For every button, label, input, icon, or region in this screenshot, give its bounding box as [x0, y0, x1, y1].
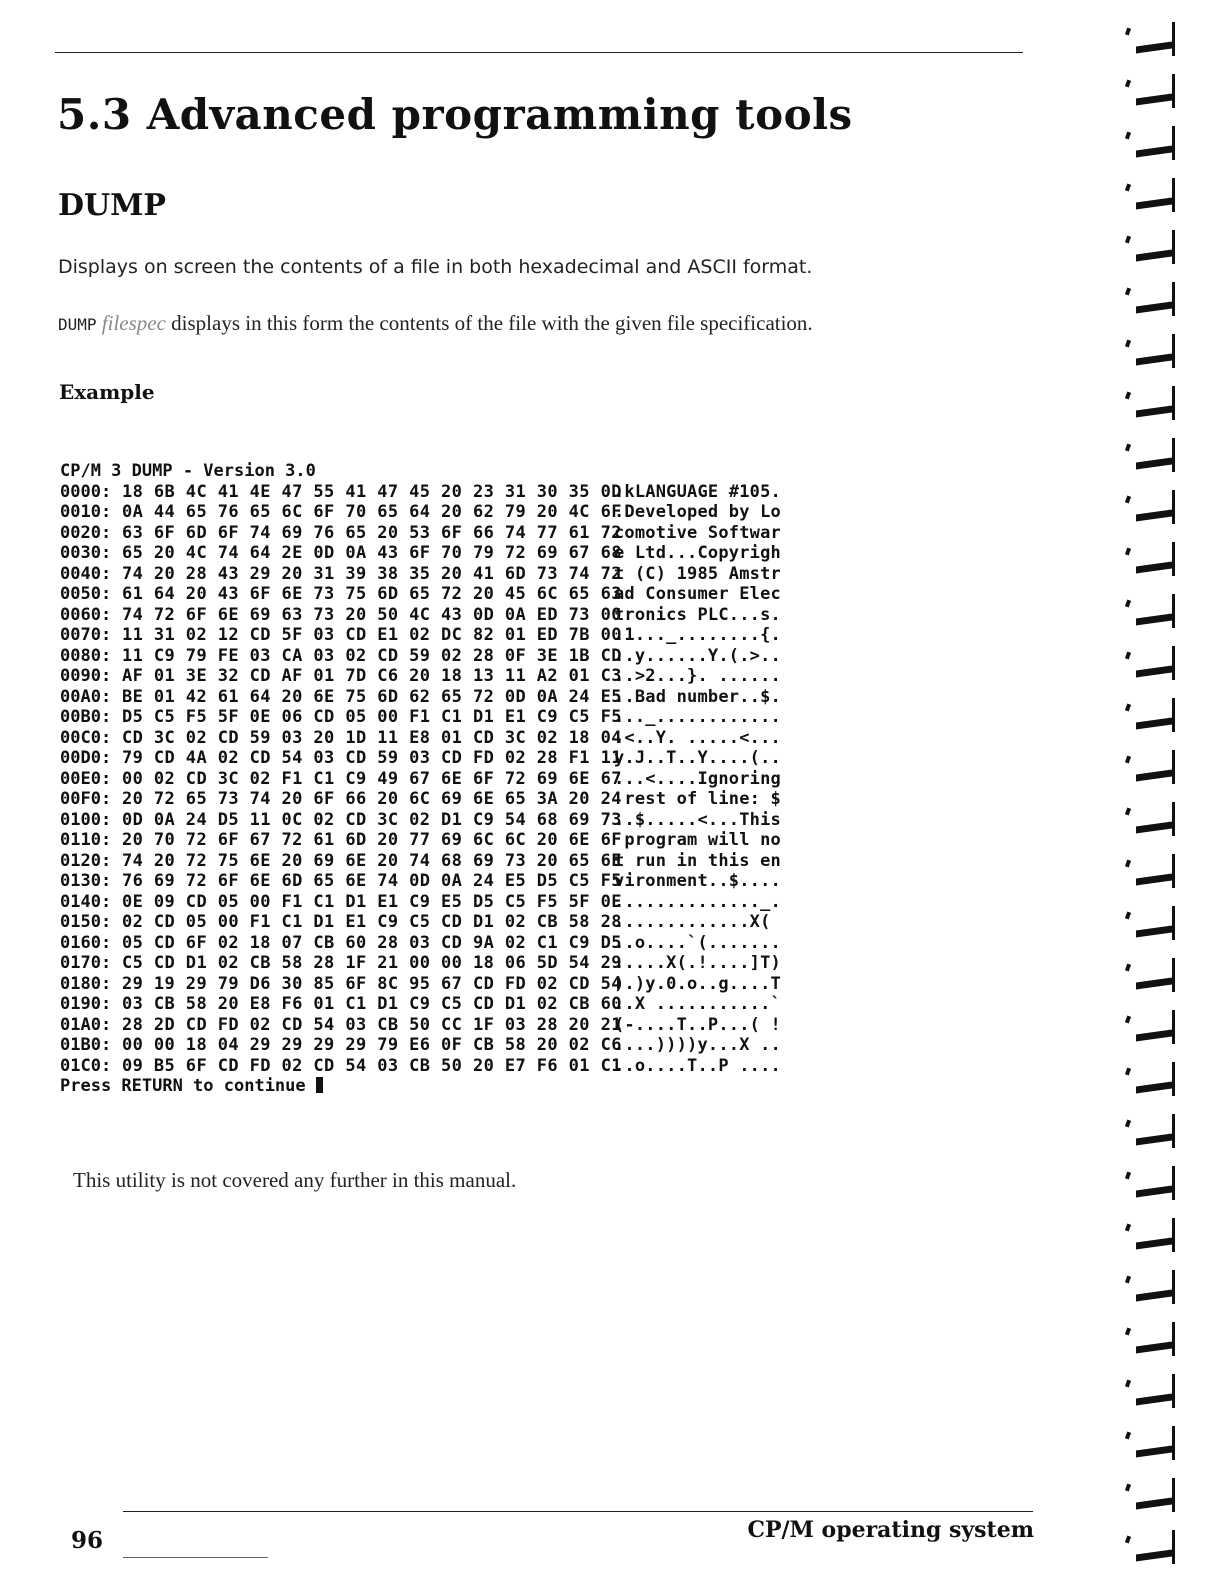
usage-line: [58, 311, 813, 336]
dump-row: [60, 810, 800, 831]
index-tab-stem: [1172, 230, 1175, 264]
dump-hex-bytes: C5 CD D1 02 CB 58 28 1F 21 00 00 18 06 5D 54 29: [122, 953, 622, 973]
index-tab-dot: [1125, 1432, 1131, 1440]
dump-row: [60, 892, 800, 913]
dump-ascii: ..o....T..P ....: [614, 1055, 781, 1076]
dump-ascii: ..o....`(.......: [614, 932, 781, 953]
dump-ascii: t (C) 1985 Amstr: [614, 563, 781, 584]
dump-row: [60, 830, 800, 851]
page-number-underline: [123, 1557, 268, 1558]
index-tab-stem: [1172, 438, 1175, 472]
closing-note: This utility is not covered any further in this manual.: [73, 1168, 517, 1192]
dump-row: [60, 646, 800, 667]
index-tab-stem: [1172, 1530, 1175, 1564]
dump-hex-bytes: D5 C5 F5 5F 0E 06 CD 05 00 F1 C1 D1 E1 C9 C5 F5: [122, 707, 622, 727]
dump-row: [60, 994, 800, 1015]
dump-hex-bytes: 0E 09 CD 05 00 F1 C1 D1 E1 C9 E5 D5 C5 F5 5F 0E: [122, 891, 622, 912]
dump-address: 01A0:: [60, 1014, 112, 1035]
dump-address: 0060:: [60, 604, 112, 625]
dump-address: 0090:: [60, 666, 112, 686]
index-tab-stem: [1172, 1374, 1175, 1408]
dump-hex-bytes: 00 02 CD 3C 02 F1 C1 C9 49 67 6E 6F 72 69 6E 67: [122, 768, 622, 789]
dump-row: [60, 502, 800, 523]
dump-ascii: .Developed by Lo: [614, 502, 781, 522]
dump-row: [60, 666, 800, 687]
index-tab-dot: [1125, 1120, 1131, 1128]
dump-address: 0040:: [60, 563, 112, 584]
index-tab-dot: [1125, 652, 1131, 660]
usage-argument: filespec: [101, 311, 166, 335]
index-tab-dot: [1125, 756, 1131, 764]
dump-row: [60, 707, 800, 728]
index-tab-stem: [1172, 1322, 1175, 1356]
dump-row: [60, 933, 800, 954]
dump-hex-bytes: 11 31 02 12 CD 5F 03 CD E1 02 DC 82 01 ED 7B 00: [122, 625, 622, 645]
index-tab-stem: [1172, 1218, 1175, 1252]
dump-ascii: ..Bad number..$.: [614, 686, 781, 707]
index-tab-stem: [1172, 698, 1175, 732]
dump-hex-bytes: 79 CD 4A 02 CD 54 03 CD 59 03 CD FD 02 28 F1 11: [122, 748, 622, 768]
dump-hex-bytes: AF 01 3E 32 CD AF 01 7D C6 20 18 13 11 A2 01 C3: [122, 666, 622, 686]
dump-row: [60, 953, 800, 974]
index-tab-dot: [1125, 496, 1131, 504]
dump-address: 0150:: [60, 912, 112, 932]
dump-address: 0120:: [60, 850, 112, 871]
dump-ascii: .............._.: [614, 891, 781, 912]
command-heading: DUMP: [58, 188, 166, 223]
continue-prompt: [60, 1076, 800, 1097]
dump-address: 00E0:: [60, 768, 112, 789]
bottom-rule: [123, 1511, 1033, 1512]
index-tab-stem: [1172, 126, 1175, 160]
dump-row: [60, 482, 800, 503]
dump-ascii: (-....T..P...( !: [614, 1014, 781, 1035]
index-tab-mark: [1136, 613, 1172, 625]
dump-row: [60, 974, 800, 995]
index-tab-stem: [1172, 178, 1175, 212]
dump-hex-bytes: 61 64 20 43 6F 6E 73 75 6D 65 72 20 45 6C 65 63: [122, 584, 622, 604]
dump-ascii: rest of line: $: [614, 789, 781, 809]
dump-address: 0010:: [60, 502, 112, 522]
index-tab-stem: [1172, 594, 1175, 628]
dump-row: [60, 625, 800, 646]
index-tab-dot: [1125, 132, 1131, 140]
index-tab-mark: [1136, 873, 1172, 885]
index-tab-dot: [1125, 912, 1131, 920]
index-tab-strip: [1120, 0, 1180, 1584]
dump-hex-bytes: 74 20 72 75 6E 20 69 6E 20 74 68 69 73 20 65 6E: [122, 850, 622, 871]
index-tab-stem: [1172, 1270, 1175, 1304]
index-tab-mark: [1136, 353, 1172, 365]
index-tab-mark: [1136, 1185, 1172, 1197]
index-tab-mark: [1136, 821, 1172, 833]
dump-ascii: .....X(.!....]T): [614, 953, 781, 973]
dump-ascii: y.J..T..Y....(..: [614, 748, 781, 768]
index-tab-dot: [1125, 444, 1131, 452]
usage-text: displays in this form the contents of the file with the given file specification.: [165, 311, 813, 335]
index-tab-mark: [1136, 1081, 1172, 1093]
dump-address: 00F0:: [60, 789, 112, 809]
index-tab-dot: [1125, 1068, 1131, 1076]
usage-command: DUMP: [58, 315, 97, 334]
dump-ascii: t run in this en: [614, 850, 781, 871]
dump-address: 00B0:: [60, 707, 112, 727]
continue-prompt-text: Press RETURN to continue: [60, 1076, 306, 1096]
index-tab-dot: [1125, 1172, 1131, 1180]
index-tab-stem: [1172, 334, 1175, 368]
dump-ascii: program will no: [614, 830, 781, 850]
dump-hex-bytes: 0A 44 65 76 65 6C 6F 70 65 64 20 62 79 20 4C 6F: [122, 502, 622, 522]
dump-address: 0070:: [60, 625, 112, 645]
index-tab-mark: [1136, 1341, 1172, 1353]
index-tab-dot: [1125, 860, 1131, 868]
dump-row: [60, 748, 800, 769]
dump-hex-bytes: 11 C9 79 FE 03 CA 03 02 CD 59 02 28 0F 3E 1B CD: [122, 645, 622, 666]
dump-ascii: ....))))y...X ..: [614, 1035, 781, 1055]
dump-rows: [60, 482, 800, 1077]
index-tab-stem: [1172, 958, 1175, 992]
dump-row: [60, 584, 800, 605]
index-tab-stem: [1172, 282, 1175, 316]
index-tab-mark: [1136, 1029, 1172, 1041]
index-tab-mark: [1136, 1237, 1172, 1249]
index-tab-dot: [1125, 1328, 1131, 1336]
dump-hex-bytes: BE 01 42 61 64 20 6E 75 6D 62 65 72 0D 0A 24 E5: [122, 686, 622, 707]
dump-ascii: ..>2...}. ......: [614, 666, 781, 686]
index-tab-mark: [1136, 1393, 1172, 1405]
page-number: 96: [71, 1527, 104, 1554]
running-footer: CP/M operating system: [747, 1517, 1034, 1543]
index-tab-mark: [1136, 1549, 1172, 1561]
index-tab-mark: [1136, 509, 1172, 521]
index-tab-stem: [1172, 542, 1175, 576]
dump-row: [60, 605, 800, 626]
dump-address: 0160:: [60, 932, 112, 953]
dump-ascii: ..$.....<...This: [614, 809, 781, 830]
index-tab-stem: [1172, 1114, 1175, 1148]
dump-address: 01C0:: [60, 1055, 112, 1076]
dump-row: [60, 687, 800, 708]
index-tab-dot: [1125, 236, 1131, 244]
dump-row: [60, 769, 800, 790]
dump-row: [60, 851, 800, 872]
index-tab-stem: [1172, 1478, 1175, 1512]
dump-row: [60, 523, 800, 544]
dump-row: [60, 1056, 800, 1077]
index-tab-stem: [1172, 1062, 1175, 1096]
index-tab-dot: [1125, 28, 1131, 36]
index-tab-dot: [1125, 1224, 1131, 1232]
index-tab-mark: [1136, 145, 1172, 157]
dump-row: [60, 543, 800, 564]
index-tab-mark: [1136, 769, 1172, 781]
dump-ascii: comotive Softwar: [614, 522, 781, 543]
dump-row: [60, 912, 800, 933]
dump-hex-bytes: 76 69 72 6F 6E 6D 65 6E 74 0D 0A 24 E5 D5 C5 F5: [122, 871, 622, 891]
index-tab-dot: [1125, 392, 1131, 400]
index-tab-dot: [1125, 184, 1131, 192]
dump-ascii: ...<....Ignoring: [614, 768, 781, 789]
index-tab-stem: [1172, 802, 1175, 836]
dump-address: 0130:: [60, 871, 112, 891]
dump-ascii: ad Consumer Elec: [614, 584, 781, 604]
dump-address: 0170:: [60, 953, 112, 973]
top-rule: [55, 52, 1023, 53]
index-tab-dot: [1125, 288, 1131, 296]
index-tab-stem: [1172, 1426, 1175, 1460]
index-tab-dot: [1125, 704, 1131, 712]
index-tab-dot: [1125, 1016, 1131, 1024]
dump-address: 0110:: [60, 830, 112, 850]
dump-address: 0190:: [60, 994, 112, 1014]
dump-ascii: tronics PLC...s.: [614, 604, 781, 625]
index-tab-dot: [1125, 964, 1131, 972]
index-tab-dot: [1125, 1484, 1131, 1492]
dump-address: 00C0:: [60, 727, 112, 748]
section-title: 5.3 Advanced programming tools: [57, 90, 853, 139]
terminal-output: [60, 461, 800, 1097]
dump-ascii: ..y......Y.(.>..: [614, 645, 781, 666]
index-tab-mark: [1136, 301, 1172, 313]
index-tab-stem: [1172, 750, 1175, 784]
dump-ascii: ..X ...........`: [614, 994, 781, 1014]
dump-row: [60, 728, 800, 749]
index-tab-dot: [1125, 1276, 1131, 1284]
dump-address: 0000:: [60, 481, 112, 502]
dump-hex-bytes: 29 19 29 79 D6 30 85 6F 8C 95 67 CD FD 02 CD 54: [122, 973, 622, 994]
dump-address: 0180:: [60, 973, 112, 994]
index-tab-dot: [1125, 808, 1131, 816]
dump-ascii: .kLANGUAGE #105.: [614, 481, 781, 502]
index-tab-dot: [1125, 80, 1131, 88]
index-tab-mark: [1136, 249, 1172, 261]
dump-hex-bytes: 05 CD 6F 02 18 07 CB 60 28 03 CD 9A 02 C1 C9 D5: [122, 932, 622, 953]
dump-hex-bytes: 02 CD 05 00 F1 C1 D1 E1 C9 C5 CD D1 02 CB 58 28: [122, 912, 622, 932]
dump-address: 00A0:: [60, 686, 112, 707]
command-description: Displays on screen the contents of a file in both hexadecimal and ASCII format.: [58, 256, 813, 278]
dump-hex-bytes: 74 72 6F 6E 69 63 73 20 50 4C 43 0D 0A ED 73 00: [122, 604, 622, 625]
index-tab-mark: [1136, 561, 1172, 573]
index-tab-stem: [1172, 1010, 1175, 1044]
dump-row: [60, 871, 800, 892]
dump-ascii: .<..Y. .....<...: [614, 727, 781, 748]
dump-row: [60, 1035, 800, 1056]
index-tab-mark: [1136, 1289, 1172, 1301]
index-tab-mark: [1136, 457, 1172, 469]
index-tab-mark: [1136, 717, 1172, 729]
index-tab-dot: [1125, 1536, 1131, 1544]
dump-row: [60, 564, 800, 585]
index-tab-mark: [1136, 665, 1172, 677]
index-tab-stem: [1172, 22, 1175, 56]
dump-hex-bytes: 74 20 28 43 29 20 31 39 38 35 20 41 6D 73 74 72: [122, 563, 622, 584]
dump-hex-bytes: 65 20 4C 74 64 2E 0D 0A 43 6F 70 79 72 69 67 68: [122, 543, 622, 563]
dump-hex-bytes: 20 70 72 6F 67 72 61 6D 20 77 69 6C 6C 20 6E 6F: [122, 830, 622, 850]
dump-address: 0140:: [60, 891, 112, 912]
dump-ascii: ).)y.0.o..g....T: [614, 973, 781, 994]
dump-hex-bytes: 63 6F 6D 6F 74 69 76 65 20 53 6F 66 74 77 61 72: [122, 522, 622, 543]
index-tab-stem: [1172, 1166, 1175, 1200]
index-tab-stem: [1172, 386, 1175, 420]
dump-ascii: .1..._........{.: [614, 625, 781, 645]
cursor-icon: [316, 1077, 323, 1093]
index-tab-mark: [1136, 1133, 1172, 1145]
dump-row: [60, 1015, 800, 1036]
dump-ascii: ..._............: [614, 707, 781, 727]
dump-address: 0080:: [60, 645, 112, 666]
index-tab-stem: [1172, 74, 1175, 108]
index-tab-stem: [1172, 490, 1175, 524]
index-tab-mark: [1136, 1497, 1172, 1509]
index-tab-stem: [1172, 854, 1175, 888]
dump-row: [60, 789, 800, 810]
index-tab-stem: [1172, 906, 1175, 940]
dump-ascii: e Ltd...Copyrigh: [614, 543, 781, 563]
dump-hex-bytes: 18 6B 4C 41 4E 47 55 41 47 45 20 23 31 30 35 0D: [122, 481, 622, 502]
index-tab-dot: [1125, 340, 1131, 348]
index-tab-mark: [1136, 925, 1172, 937]
index-tab-stem: [1172, 646, 1175, 680]
dump-hex-bytes: CD 3C 02 CD 59 03 20 1D 11 E8 01 CD 3C 02 18 04: [122, 727, 622, 748]
index-tab-mark: [1136, 405, 1172, 417]
index-tab-dot: [1125, 600, 1131, 608]
index-tab-dot: [1125, 1380, 1131, 1388]
dump-address: 0050:: [60, 584, 112, 604]
dump-hex-bytes: 09 B5 6F CD FD 02 CD 54 03 CB 50 20 E7 F6 01 C1: [122, 1055, 622, 1076]
index-tab-mark: [1136, 977, 1172, 989]
dump-hex-bytes: 20 72 65 73 74 20 6F 66 20 6C 69 6E 65 3A 20 24: [122, 789, 622, 809]
dump-hex-bytes: 03 CB 58 20 E8 F6 01 C1 D1 C9 C5 CD D1 02 CB 60: [122, 994, 622, 1014]
index-tab-mark: [1136, 1445, 1172, 1457]
dump-hex-bytes: 28 2D CD FD 02 CD 54 03 CB 50 CC 1F 03 28 20 21: [122, 1014, 622, 1035]
dump-address: 0020:: [60, 522, 112, 543]
dump-hex-bytes: 0D 0A 24 D5 11 0C 02 CD 3C 02 D1 C9 54 68 69 73: [122, 809, 622, 830]
dump-ascii: vironment..$....: [614, 871, 781, 891]
dump-header: CP/M 3 DUMP - Version 3.0: [60, 461, 316, 481]
dump-address: 00D0:: [60, 748, 112, 768]
dump-address: 0100:: [60, 809, 112, 830]
dump-address: 01B0:: [60, 1035, 112, 1055]
example-label: Example: [59, 380, 155, 404]
index-tab-mark: [1136, 41, 1172, 53]
index-tab-mark: [1136, 93, 1172, 105]
dump-hex-bytes: 00 00 18 04 29 29 29 29 79 E6 0F CB 58 20 02 C6: [122, 1035, 622, 1055]
dump-address: 0030:: [60, 543, 112, 563]
index-tab-mark: [1136, 197, 1172, 209]
index-tab-dot: [1125, 548, 1131, 556]
dump-ascii: .............X(: [614, 912, 771, 932]
